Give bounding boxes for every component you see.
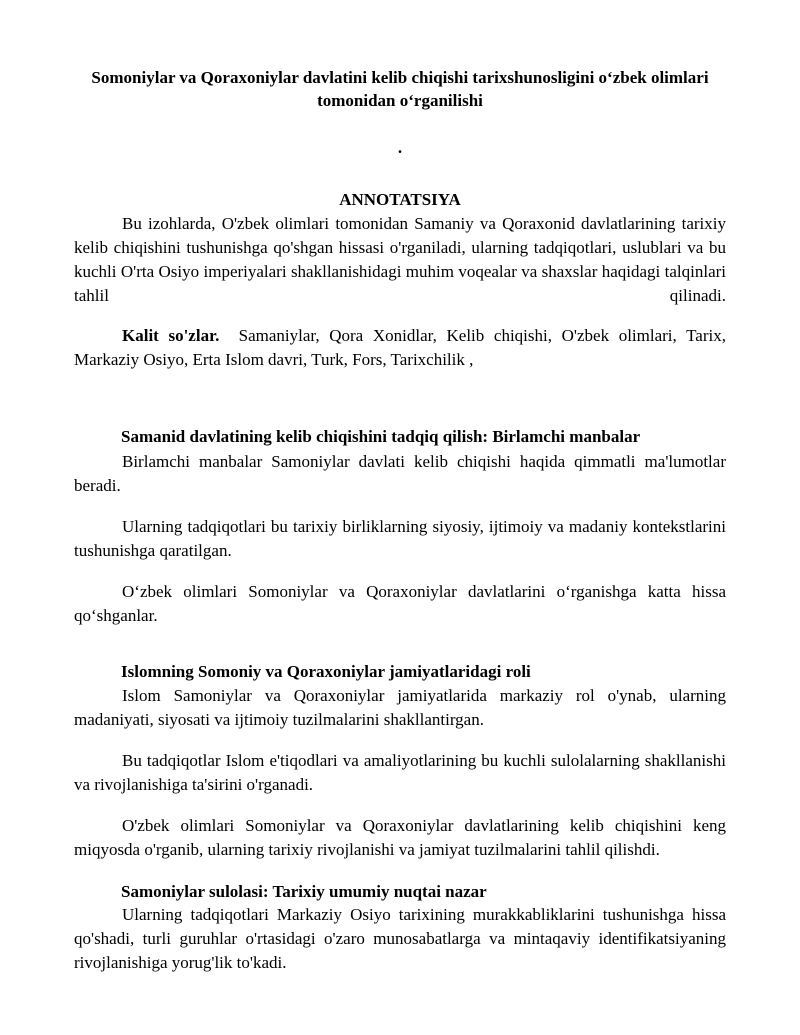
section-paragraph: O'zbek olimlari Somoniylar va Qoraxoniylar davlatlarining kelib chiqishini keng miqyosda o'rganib, ularning tarixiy rivojlanishi va jamiyat tuzilmalarini tahlil qilishdi. xyxy=(74,816,726,859)
section-paragraph: Ularning tadqiqotlari Markaziy Osiyo tarixining murakkabliklarini tushunishga hissa qo'shadi, turli guruhlar o'rtasidagi o'zaro munosabatlarga va mintaqaviy identifikatsiyaning rivojlanishiga yorug'lik to'kadi. xyxy=(74,905,726,972)
document-page xyxy=(74,0,726,1035)
section-paragraph: Ularning tadqiqotlari bu tarixiy birliklarning siyosiy, ijtimoiy va madaniy kontekstlarini tushunishga qaratilgan. xyxy=(74,517,726,560)
section-heading: Samoniylar sulolasi: Tarixiy umumiy nuqtai nazar xyxy=(121,882,487,901)
section-paragraph: O‘zbek olimlari Somoniylar va Qoraxoniylar davlatlarini o‘rganishga katta hissa qo‘shganlar. xyxy=(74,582,726,625)
separator-dot: . xyxy=(397,138,403,157)
section-heading: Samanid davlatining kelib chiqishini tadqiq qilish: Birlamchi manbalar xyxy=(121,427,641,446)
section-heading: Islomning Somoniy va Qoraxoniylar jamiyatlaridagi roli xyxy=(121,662,531,681)
document-title: Somoniylar va Qoraxoniylar davlatini kelib chiqishi tarixshunosligini o‘zbek olimlari tomonidan o‘rganilishi xyxy=(91,68,709,110)
annotation-heading: ANNOTATSIYA xyxy=(339,190,461,209)
section-paragraph: Birlamchi manbalar Samoniylar davlati kelib chiqishi haqida qimmatli ma'lumotlar beradi. xyxy=(74,452,726,495)
annotation-paragraph: Bu izohlarda, O'zbek olimlari tomonidan Samaniy va Qoraxonid davlatlarining tarixiy kelib chiqishini tushunishga qo'shgan hissasi o'rganiladi, ularning tadqiqotlari, uslublari va bu kuchli O'rta Osiyo imperiyalari shakllanishidagi muhim voqealar va shaxslar haqidagi talqinlari tahlil qilinadi. xyxy=(74,214,726,305)
section-paragraph: Bu tadqiqotlar Islom e'tiqodlari va amaliyotlarining bu kuchli sulolalarning shakllanishi va rivojlanishiga ta'sirini o'rganadi. xyxy=(74,751,726,794)
keywords-text: Samaniylar, Qora Xonidlar, Kelib chiqishi, O'zbek olimlari, Tarix, Markaziy Osiyo, Erta Islom davri, Turk, Fors, Tarixchilik , xyxy=(74,326,726,369)
keywords-label: Kalit so'zlar. xyxy=(122,326,220,345)
keywords-paragraph xyxy=(74,324,726,372)
section-paragraph: Islom Samoniylar va Qoraxoniylar jamiyatlarida markaziy rol o'ynab, ularning madaniyati, siyosati va ijtimoiy tuzilmalarini shakllantirgan. xyxy=(74,686,726,729)
